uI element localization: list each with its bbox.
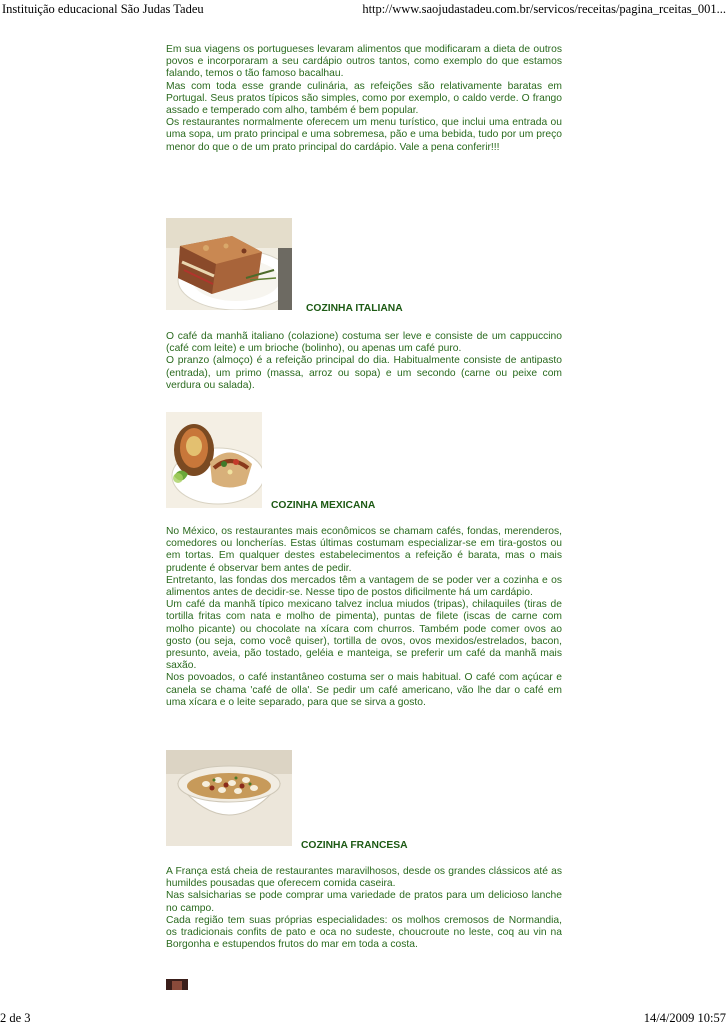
page-url: http://www.saojudastadeu.com.br/servicos/receitas/pagina_rceitas_001... — [362, 2, 726, 16]
paragraph: Cada região tem suas próprias especialidades: os molhos cremosos de Normandia, os tradicionais confits de pato e oca no sudeste, choucroute no leste, coq au vin na Borgonha e estupendos frutos do mar em toda a costa. — [166, 914, 562, 951]
paragraph: Em sua viagens os portugueses levaram alimentos que modificaram a dieta de outros povos e incorporaram a seu cardápio outros tantos, como exemplo do que estamos falando, temos o tão famoso bacalhau. — [166, 44, 562, 80]
section-heading-mexicana: COZINHA MEXICANA — [271, 500, 376, 511]
paragraph: Nos povoados, o café instantâneo costuma ser o mais habitual. O café com açúcar e canela se chama 'café de olla'. Se pedir um café americano, vão lhe dar o café em uma xícara e o leite separado, para que se sirva a gosto. — [166, 672, 562, 708]
print-footer — [0, 1010, 728, 1030]
section-heading-francesa: COZINHA FRANCESA — [301, 840, 408, 851]
paragraph: A França está cheia de restaurantes maravilhosos, desde os grandes clássicos até as humildes pousadas que oferecem comida caseira. — [166, 866, 562, 890]
italiana-text — [166, 331, 562, 392]
paragraph: O café da manhã italiano (colazione) costuma ser leve e consiste de um cappuccino (café com leite) e um brioche (bolinho), ou apenas um café puro. — [166, 331, 562, 355]
mexicana-text — [166, 526, 562, 709]
paragraph: No México, os restaurantes mais econômicos se chamam cafés, fondas, merenderos, comedores ou loncherías. Estas últimas costumam especializar-se em tira-gostos ou em tortas. Em qualquer destes estabelecimentos a refeição é barata, mas o mais prudente é observar bem antes de pedir. — [166, 526, 562, 574]
print-datetime: 14/4/2009 10:57 — [643, 1011, 726, 1025]
print-header — [0, 0, 728, 18]
next-food-photo — [166, 978, 188, 990]
paragraph: Nas salsicharias se pode comprar uma variedade de pratos para um delicioso lanche no campo. — [166, 890, 562, 914]
paragraph: Entretanto, las fondas dos mercados têm a vantagem de se poder ver a cozinha e os alimentos antes de decidir-se. Nesse tipo de postos dificilmente há um cardápio. — [166, 574, 562, 599]
italian-food-photo — [166, 218, 292, 310]
page-number: 2 de 3 — [0, 1011, 31, 1025]
francesa-text — [166, 866, 562, 951]
paragraph: O pranzo (almoço) é a refeição principal do dia. Habitualmente consiste de antipasto (entrada), um primo (massa, arroz ou sopa) e um secondo (carne ou peixe com verdura ou salada). — [166, 355, 562, 391]
portugal-text — [166, 44, 562, 154]
site-title: Instituição educacional São Judas Tadeu — [2, 2, 204, 16]
paragraph: Mas com toda esse grande culinária, as refeições são relativamente baratas em Portugal. Seus pratos típicos são simples, como por exemplo, o caldo verde. O frango assado e temperado com alho, também é bem popular. — [166, 80, 562, 117]
french-food-photo — [166, 750, 292, 846]
section-heading-italiana: COZINHA ITALIANA — [306, 303, 403, 314]
paragraph: Um café da manhã típico mexicano talvez inclua miudos (tripas), chilaquiles (tiras de tortilla fritas com nata e molho de pimenta), puntas de filete (iscas de carne com molho picante) ou chocolate na xícara com churros. Também pode comer ovos ao gosto (ou seja, como você quiser), tortilla de ovos, ovos mexidos/estrelados, bacon, presunto, aveia, pão tostado, geléia e manteiga, se preferir um café da manhã mais saxão. — [166, 599, 562, 672]
mexican-food-photo — [166, 412, 262, 508]
paragraph: Os restaurantes normalmente oferecem um menu turístico, que inclui uma entrada ou uma sopa, um prato principal e uma sobremesa, pão e uma bebida, tudo por um preço menor do que o de um prato principal do cardápio. Vale a pena conferir!!! — [166, 117, 562, 153]
